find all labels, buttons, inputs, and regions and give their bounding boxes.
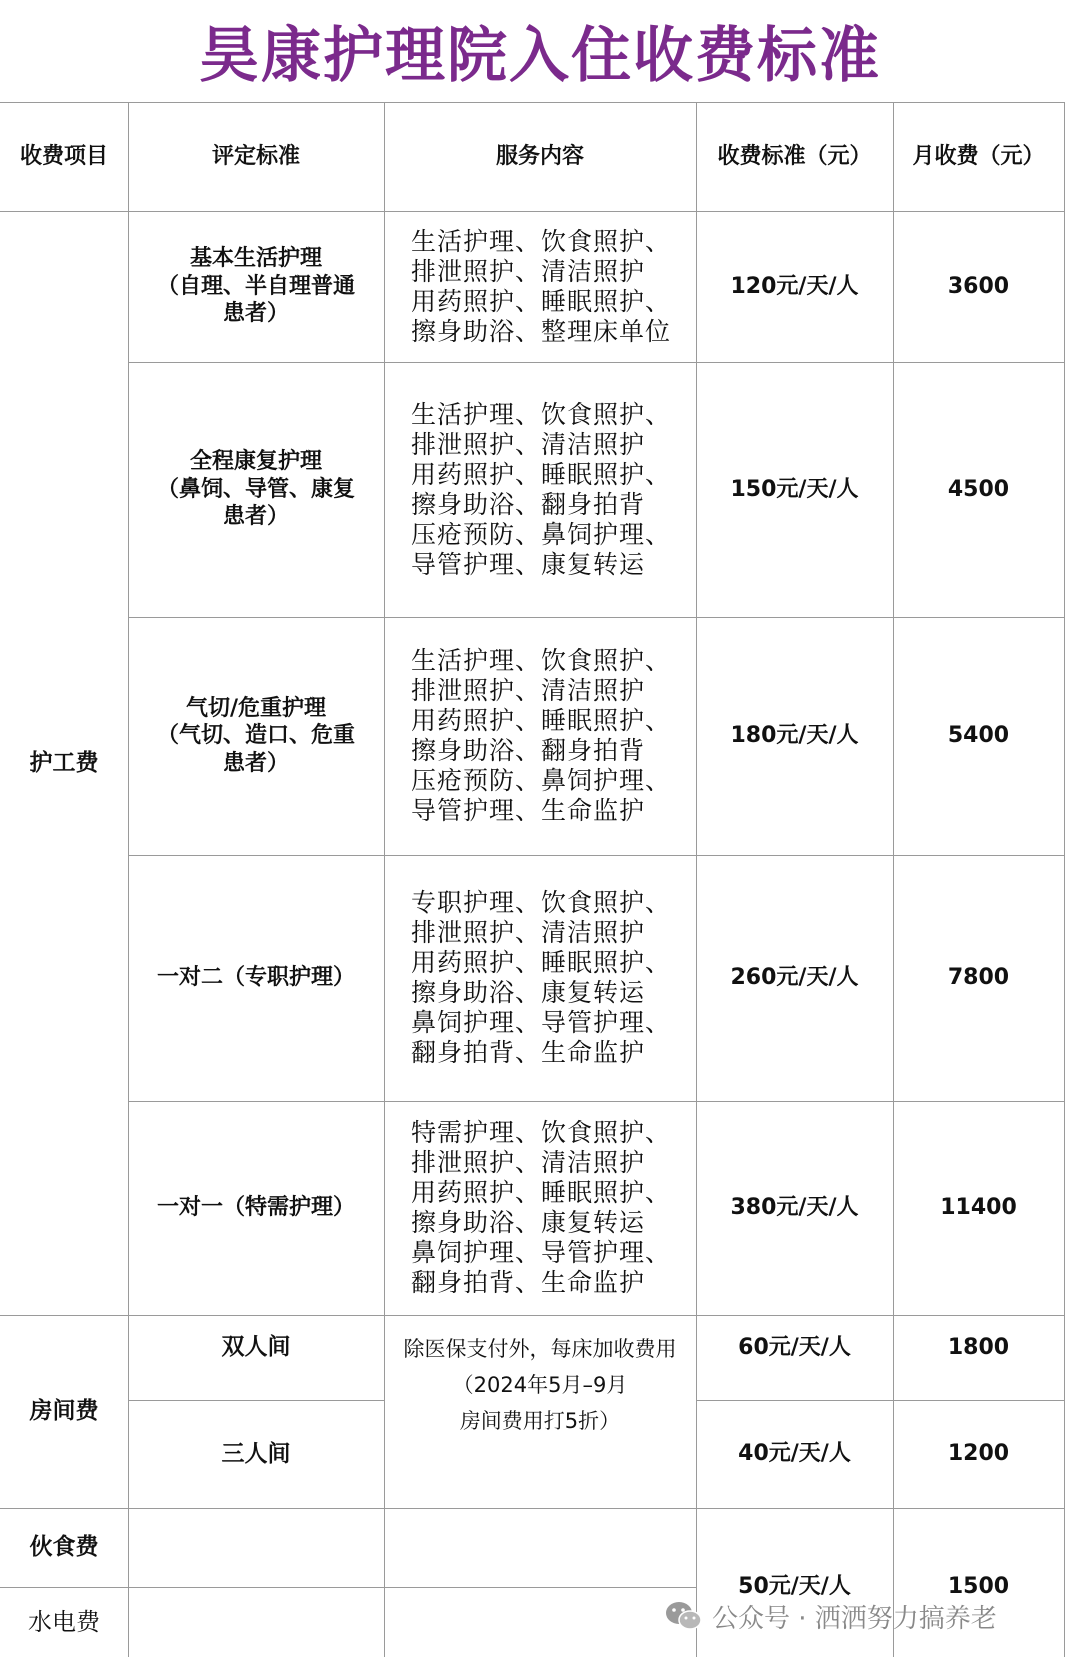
monthly-one-to-one: 11400 xyxy=(940,1195,1017,1221)
fee-rehab-care: 150元/天/人 xyxy=(730,476,859,502)
watermark xyxy=(664,1596,997,1636)
service-line: 用药照护、睡眠照护、 xyxy=(411,459,672,489)
note-line: 除医保支付外，每床加收费用 xyxy=(403,1337,677,1361)
eval-sub: 患者） xyxy=(222,750,289,776)
monthly-basic-care: 3600 xyxy=(947,273,1010,299)
eval-title: 一对一（特需护理） xyxy=(156,1195,355,1221)
category-nursing: 护工费 xyxy=(29,749,99,776)
room-triple-label: 三人间 xyxy=(221,1440,291,1467)
service-line: 排泄照护、清洁照护 xyxy=(411,1148,646,1177)
service-line: 生活护理、饮食照护、 xyxy=(411,646,672,675)
service-line: 导管护理、生命监护 xyxy=(411,796,646,825)
monthly-one-to-two: 7800 xyxy=(947,965,1010,991)
service-line: 压疮预防、鼻饲护理、 xyxy=(411,766,672,795)
fee-room-triple: 40元/天/人 xyxy=(738,1441,851,1467)
service-line: 用药照护、睡眠照护、 xyxy=(411,706,672,735)
fee-one-to-one: 380元/天/人 xyxy=(730,1195,859,1221)
service-line: 鼻饲护理、导管护理、 xyxy=(411,1238,672,1267)
page-title: 昊康护理院入住收费标准 xyxy=(199,21,881,91)
header-standard: 评定标准 xyxy=(211,143,300,169)
header-fee: 收费标准（元） xyxy=(717,143,872,169)
monthly-critical-care: 5400 xyxy=(947,723,1010,749)
fee-food: 50元/天/人 xyxy=(738,1574,851,1600)
services-rehab-care xyxy=(384,362,696,617)
service-line: 用药照护、睡眠照护、 xyxy=(411,948,672,977)
service-line: 用药照护、睡眠照护、 xyxy=(411,1178,672,1207)
room-double-label: 双人间 xyxy=(221,1334,291,1361)
room-note xyxy=(384,1315,696,1455)
service-line: 鼻饲护理、导管护理、 xyxy=(411,1008,672,1037)
services-one-to-two xyxy=(384,855,696,1101)
eval-title: 全程康复护理 xyxy=(189,449,322,475)
eval-sub: （气切、造口、危重 xyxy=(156,723,355,749)
service-line: 排泄照护、清洁照护 xyxy=(411,256,646,286)
category-utility: 水电费 xyxy=(28,1608,100,1636)
eval-title: 气切/危重护理 xyxy=(185,695,327,721)
eval-title: 一对二（专职护理） xyxy=(156,965,355,991)
services-critical-care xyxy=(384,617,696,855)
services-basic-care xyxy=(384,211,696,362)
services-one-to-one xyxy=(384,1101,696,1315)
monthly-rehab-care: 4500 xyxy=(947,476,1010,502)
service-line: 排泄照护、清洁照护 xyxy=(411,429,646,459)
category-food: 伙食费 xyxy=(29,1534,99,1561)
service-line: 压疮预防、鼻饲护理、 xyxy=(411,519,672,549)
eval-basic-care xyxy=(128,211,384,362)
service-line: 生活护理、饮食照护、 xyxy=(411,226,672,256)
service-line: 专职护理、饮食照护、 xyxy=(411,888,672,917)
fee-basic-care: 120元/天/人 xyxy=(730,273,859,299)
monthly-room-triple: 1200 xyxy=(947,1441,1010,1467)
service-line: 排泄照护、清洁照护 xyxy=(411,918,646,947)
eval-sub: （自理、半自理普通 xyxy=(156,273,355,299)
header-item: 收费项目 xyxy=(19,143,108,169)
service-line: 擦身助浴、整理床单位 xyxy=(411,316,672,346)
service-line: 排泄照护、清洁照护 xyxy=(411,676,646,705)
watermark-text: 公众号 · 洒洒努力搞养老 xyxy=(712,1603,997,1634)
note-line: （2024年5月–9月 xyxy=(452,1373,628,1397)
service-line: 翻身拍背、生命监护 xyxy=(411,1268,646,1297)
service-line: 擦身助浴、康复转运 xyxy=(411,978,646,1007)
service-line: 擦身助浴、翻身拍背 xyxy=(411,736,646,765)
service-line: 用药照护、睡眠照护、 xyxy=(411,286,672,316)
monthly-food: 1500 xyxy=(947,1574,1010,1600)
monthly-room-double: 1800 xyxy=(947,1334,1010,1360)
service-line: 擦身助浴、康复转运 xyxy=(411,1208,646,1237)
eval-one-to-one xyxy=(128,1101,384,1315)
header-content: 服务内容 xyxy=(495,143,584,169)
service-line: 导管护理、康复转运 xyxy=(411,549,646,579)
eval-sub: 患者） xyxy=(222,504,289,530)
header-monthly: 月收费（元） xyxy=(912,143,1045,169)
note-line: 房间费用打5折） xyxy=(459,1409,621,1433)
eval-critical-care xyxy=(128,617,384,855)
eval-title: 基本生活护理 xyxy=(189,246,322,272)
wechat-icon xyxy=(664,1600,704,1632)
service-line: 翻身拍背、生命监护 xyxy=(411,1038,646,1067)
service-line: 特需护理、饮食照护、 xyxy=(411,1118,672,1147)
fee-room-double: 60元/天/人 xyxy=(738,1334,851,1360)
category-room: 房间费 xyxy=(29,1398,99,1425)
eval-one-to-two xyxy=(128,855,384,1101)
service-line: 擦身助浴、翻身拍背 xyxy=(411,489,646,519)
service-line: 生活护理、饮食照护、 xyxy=(411,399,672,429)
eval-sub: 患者） xyxy=(222,301,289,327)
eval-rehab-care xyxy=(128,362,384,617)
eval-sub: （鼻饲、导管、康复 xyxy=(156,476,355,502)
fee-critical-care: 180元/天/人 xyxy=(730,723,859,749)
fee-one-to-two: 260元/天/人 xyxy=(730,965,859,991)
